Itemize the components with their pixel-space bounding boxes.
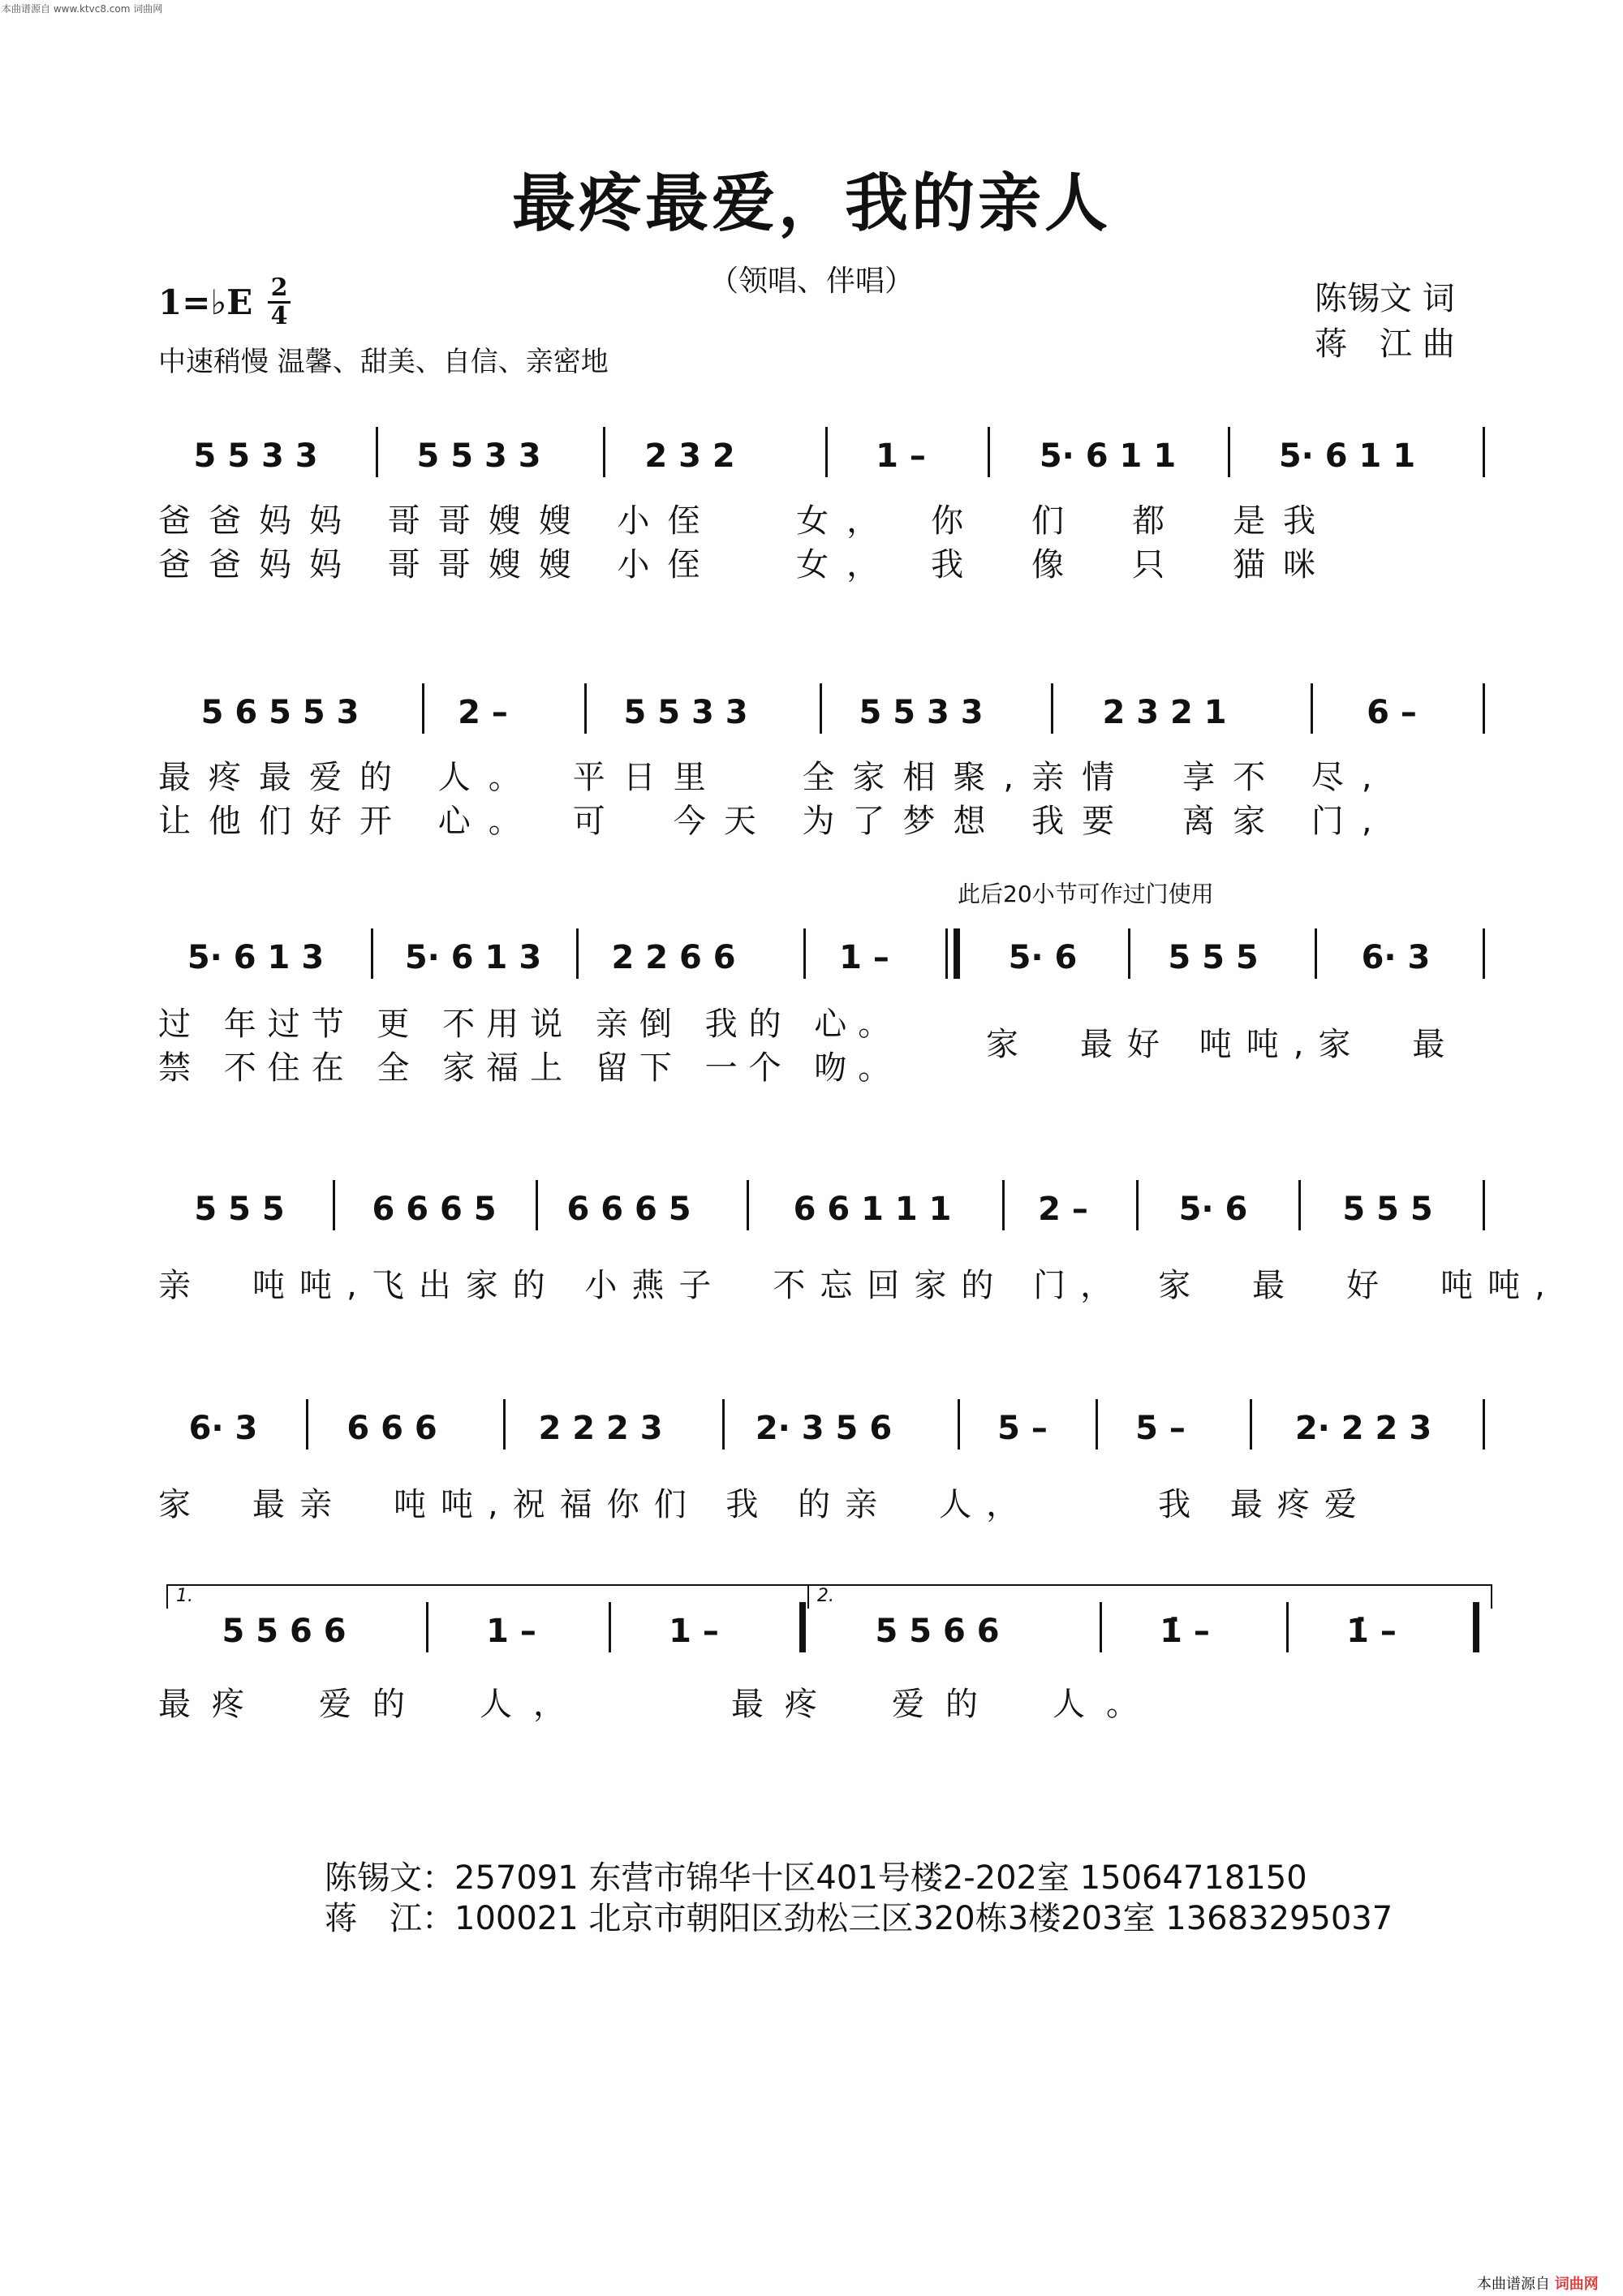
measure: 5· 6 1 3 xyxy=(404,939,542,976)
measure: 1̇ – xyxy=(1160,1613,1210,1650)
measure: 5 5 3 3 xyxy=(623,694,748,731)
measure: 2 2 2 3 xyxy=(538,1410,663,1447)
key-signature: 1=♭E xyxy=(158,282,253,322)
score-system-2 xyxy=(158,688,1485,840)
measure: 5 5 6 6 xyxy=(875,1613,1000,1650)
interlude-annotation: 此后20小节可作过门使用 xyxy=(958,881,1214,907)
composer-credit: 蒋 江 曲 xyxy=(1315,325,1455,363)
measure: 1 – xyxy=(669,1613,719,1650)
measure: 6 6 6 xyxy=(347,1410,437,1447)
measure: 5 – xyxy=(997,1410,1048,1447)
measure: 5· 6 xyxy=(1008,939,1078,976)
measure: 5 6 5 5 3 xyxy=(200,694,359,731)
measure: 2· 2 2 3 xyxy=(1294,1410,1432,1447)
lyric-line-1: 最疼最爱的 人。 平日里 全家相聚,亲情 享不 尽, xyxy=(158,759,1390,796)
measure: 5· 6 1 3 xyxy=(187,939,325,976)
score-system-1 xyxy=(158,432,1485,584)
contact-line-2: 蒋 江：100021 北京市朝阳区劲松三区320栋3楼203室 13683295037 xyxy=(325,1900,1393,1937)
measure: 5 5 5 xyxy=(194,1191,285,1228)
contact-line-1: 陈锡文：257091 东营市锦华十区401号楼2-202室 15064718150 xyxy=(325,1859,1307,1897)
measure: 2 – xyxy=(458,694,508,731)
measure: 5 5 5 xyxy=(1342,1191,1433,1228)
measure: 1̇ – xyxy=(1346,1613,1397,1650)
notation-row xyxy=(158,688,1485,737)
measure: 5 5 3 3 xyxy=(859,694,984,731)
measure: 2 3 2 xyxy=(644,437,735,475)
measure: 2 3 2 1 xyxy=(1102,694,1227,731)
lyric-line-2: 爸爸妈妈 哥哥嫂嫂 小侄 女， 我 像 只 猫咪 xyxy=(158,546,1334,584)
footer-prefix: 本曲谱源自 xyxy=(1477,2276,1550,2293)
measure: 5 – xyxy=(1135,1410,1186,1447)
first-ending-bracket: 1. xyxy=(166,1584,809,1609)
lyric-line-1: 爸爸妈妈 哥哥嫂嫂 小侄 女， 你 们 都 是我 xyxy=(158,502,1334,540)
measure: 5· 6 xyxy=(1178,1191,1248,1228)
time-signature-top: 2 xyxy=(270,274,288,302)
measure: 6· 3 xyxy=(188,1410,258,1447)
time-signature xyxy=(268,276,291,329)
measure: 2· 3 5 6 xyxy=(755,1410,893,1447)
measure: 5 5 5 xyxy=(1168,939,1259,976)
measure: 5 5 3 3 xyxy=(416,437,541,475)
tempo-marking: 中速稍慢 温馨、甜美、自信、亲密地 xyxy=(158,346,609,378)
measure: 2 2 6 6 xyxy=(611,939,736,976)
measure: 2 – xyxy=(1038,1191,1088,1228)
lyricist-credit: 陈锡文 词 xyxy=(1315,280,1455,317)
lyric-line-2: 禁 不住在 全 家福上 留下 一个 吻。 xyxy=(158,1049,902,1087)
lyric-line-1: 亲 吨吨,飞出家的 小燕子 不忘回家的 门， 家 最 好 吨吨, xyxy=(158,1267,1560,1304)
footer-watermark xyxy=(1477,2272,1599,2294)
measure: 5 5 3 3 xyxy=(193,437,318,475)
measure: 6 6 6 5 xyxy=(372,1191,497,1228)
measure: 5· 6 1 1 xyxy=(1039,437,1177,475)
time-signature-bottom: 4 xyxy=(270,302,288,330)
notation-row xyxy=(158,1607,1485,1656)
score-system-4 xyxy=(158,1185,1560,1304)
song-title: 最疼最爱，我的亲人 xyxy=(511,166,1111,240)
lyric-line-1: 过 年过节 更 不用说 亲倒 我的 心。 xyxy=(158,1006,902,1043)
second-ending-bracket: 2. xyxy=(807,1584,1492,1609)
refrain-lyric: 家 最好 吨吨,家 最 xyxy=(986,1026,1460,1063)
measure: 5· 6 1 1 xyxy=(1278,437,1416,475)
measure: 1 – xyxy=(486,1613,536,1650)
site-watermark: 本曲谱源自 www.ktvc8.com 词曲网 xyxy=(2,3,163,15)
measure: 1 – xyxy=(876,437,926,475)
footer-brand: 词曲网 xyxy=(1554,2276,1599,2293)
measure: 6 6 6 5 xyxy=(566,1191,691,1228)
measure: 5 5 6 6 xyxy=(222,1613,347,1650)
lyric-line-1: 家 最亲 吨吨,祝福你们 我 的亲 人， 我 最疼爱 xyxy=(158,1486,1371,1523)
lyric-line-1: 最疼 爱的 人， 最疼 爱的 人。 xyxy=(158,1686,1160,1723)
measure: 1 – xyxy=(839,939,889,976)
lyric-line-2: 让他们好开 心。 可 今天 为了梦想 我要 离家 门, xyxy=(158,803,1390,840)
score-system-3 xyxy=(158,933,1485,1088)
measure: 6 – xyxy=(1367,694,1417,731)
measure: 6· 3 xyxy=(1361,939,1431,976)
song-subtitle: （领唱、伴唱） xyxy=(708,265,914,298)
measure: 6 6 1 1 1 xyxy=(793,1191,952,1228)
score-system-5 xyxy=(158,1404,1485,1523)
notation-row xyxy=(158,1185,1485,1234)
notation-row xyxy=(158,1404,1485,1453)
notation-row xyxy=(158,432,1485,480)
score-system-6 xyxy=(158,1586,1485,1753)
credits xyxy=(1315,276,1455,367)
notation-row xyxy=(158,933,1485,982)
